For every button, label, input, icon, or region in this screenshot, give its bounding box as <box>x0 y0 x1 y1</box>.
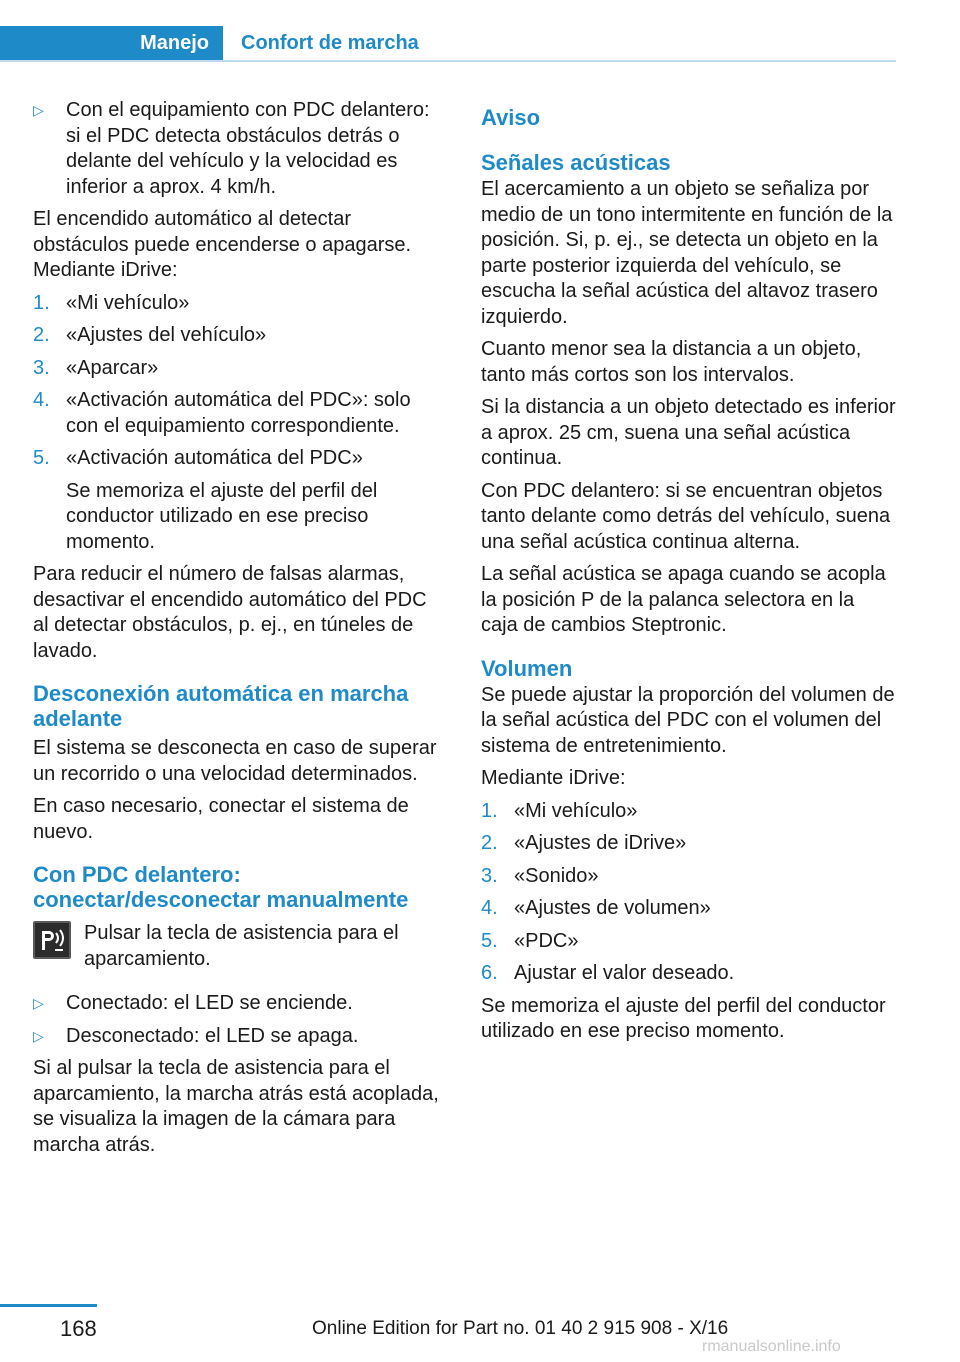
paragraph: Con PDC delantero: si se encuentran objetos tanto delante como detrás del vehículo, suena una señal acústica continua alterna. <box>481 479 891 553</box>
list-item <box>481 896 896 922</box>
page-header <box>0 0 896 62</box>
step-number: 5. <box>481 929 498 952</box>
paragraph: La señal acústica se apaga cuando se acopla la posición P de la palanca selectora en la caja de cambios Steptronic. <box>481 563 886 636</box>
list-item <box>33 356 445 382</box>
section-heading: Volumen <box>481 655 573 681</box>
step-number: 6. <box>481 962 498 984</box>
idrive-steps-list <box>481 799 896 987</box>
triangle-right-icon: ▷ <box>33 102 44 118</box>
step-text: «Sonido» <box>514 864 599 887</box>
paragraph: Si la distancia a un objeto detectado es inferior a aprox. 25 cm, suena una señal acústica continua. <box>481 396 896 469</box>
step-text: «Activación automática del PDC» <box>66 447 363 469</box>
paragraph: Se puede ajustar la proporción del volumen de la señal acústica del PDC con el volumen del sistema de entretenimiento. <box>481 683 895 757</box>
step-number: 5. <box>33 447 50 469</box>
step-text: «Ajustes del vehículo» <box>66 324 267 346</box>
edition-note: Online Edition for Part no. 01 40 2 915 908 - X/16 <box>312 1318 729 1339</box>
paragraph: Mediante iDrive: <box>481 767 626 789</box>
left-column <box>33 98 445 1165</box>
watermark: rmanualsonline.info <box>702 1338 841 1355</box>
paragraph: El encendido automático al detectar obstáculos puede encenderse o apagarse. Mediante iDrive: <box>33 208 412 281</box>
list-item <box>481 831 896 857</box>
step-number: 4. <box>481 897 498 919</box>
list-item <box>33 291 445 317</box>
step-text: «Aparcar» <box>66 356 159 379</box>
paragraph: El acercamiento a un objeto se señaliza por medio de un tono intermitente en función de la posición. Si, p. ej., se detecta un objeto en la parte posterior izquierda del vehículo, se escucha la señal acústica del altavoz trasero izquierdo. <box>481 178 893 328</box>
step-text: «Activación automática del PDC»: solo con el equipamiento correspondiente. <box>66 389 411 437</box>
list-item <box>33 991 445 1017</box>
triangle-right-icon: ▷ <box>33 995 44 1011</box>
list-item <box>33 446 445 472</box>
paragraph: Se memoriza el ajuste del perfil del conductor utilizado en ese preciso momento. <box>481 994 886 1042</box>
list-item <box>481 799 896 825</box>
list-item-text: Conectado: el LED se enciende. <box>66 992 353 1014</box>
list-item <box>481 961 896 987</box>
icon-instruction <box>33 921 445 973</box>
step-text: Ajustar el valor deseado. <box>514 962 735 984</box>
step-text: «Ajustes de volumen» <box>514 897 711 919</box>
paragraph: Si al pulsar la tecla de asistencia para el aparcamiento, la marcha atrás está acoplada, se visualiza la imagen de la cámara para marcha atrás. <box>33 1057 439 1156</box>
section-heading: Con PDC delantero: conectar/desconectar manualmente <box>33 862 409 912</box>
step-number: 1. <box>33 291 50 314</box>
section-tab-confort: Confort de marcha <box>241 31 419 54</box>
step-text: «PDC» <box>514 929 579 952</box>
paragraph: El sistema se desconecta en caso de superar un recorrido o una velocidad determinados. <box>33 737 437 785</box>
step-number: 4. <box>33 389 50 411</box>
list-item <box>33 388 445 439</box>
section-heading: Señales acústicas <box>481 150 671 175</box>
right-column <box>481 98 896 1052</box>
header-divider <box>0 60 896 62</box>
list-item-text: Con el equipamiento con PDC delantero: si el PDC detecta obstáculos detrás o delante del vehículo y la velocidad es inferior a aprox. 4 km/h. <box>66 99 430 198</box>
section-tab-manejo: Manejo <box>0 26 223 60</box>
step-text: «Ajustes de iDrive» <box>514 832 687 854</box>
step-number: 1. <box>481 799 498 822</box>
triangle-right-icon: ▷ <box>33 1027 44 1044</box>
step-number: 3. <box>33 356 50 379</box>
step-text: «Mi vehículo» <box>66 291 190 314</box>
list-item-text: Desconectado: el LED se apaga. <box>66 1024 359 1047</box>
paragraph: Cuanto menor sea la distancia a un objeto, tanto más cortos son los intervalos. <box>481 338 862 386</box>
footer-rule <box>0 1304 97 1307</box>
step-number: 3. <box>481 864 498 887</box>
list-item <box>33 1024 445 1050</box>
idrive-steps-list <box>33 291 445 556</box>
step-number: 2. <box>33 324 50 346</box>
list-item <box>33 98 445 200</box>
list-item <box>33 323 445 349</box>
aviso-heading: Aviso <box>481 105 541 130</box>
paragraph: Para reducir el número de falsas alarmas, desactivar el encendido automático del PDC al detectar obstáculos, p. ej., en túneles de lavado. <box>33 563 427 662</box>
paragraph: En caso necesario, conectar el sistema de nuevo. <box>33 795 409 843</box>
section-heading: Desconexión automática en marcha adelante <box>33 681 409 731</box>
list-item <box>481 929 896 955</box>
step-note: Se memoriza el ajuste del perfil del conductor utilizado en ese preciso momento. <box>66 479 378 553</box>
step-number: 2. <box>481 832 498 854</box>
step-text: «Mi vehículo» <box>514 799 638 822</box>
page-number: 168 <box>60 1316 97 1341</box>
parking-assist-button-icon <box>33 921 71 959</box>
list-item <box>481 864 896 890</box>
icon-instruction-text: Pulsar la tecla de asistencia para el aparcamiento. <box>84 922 399 970</box>
